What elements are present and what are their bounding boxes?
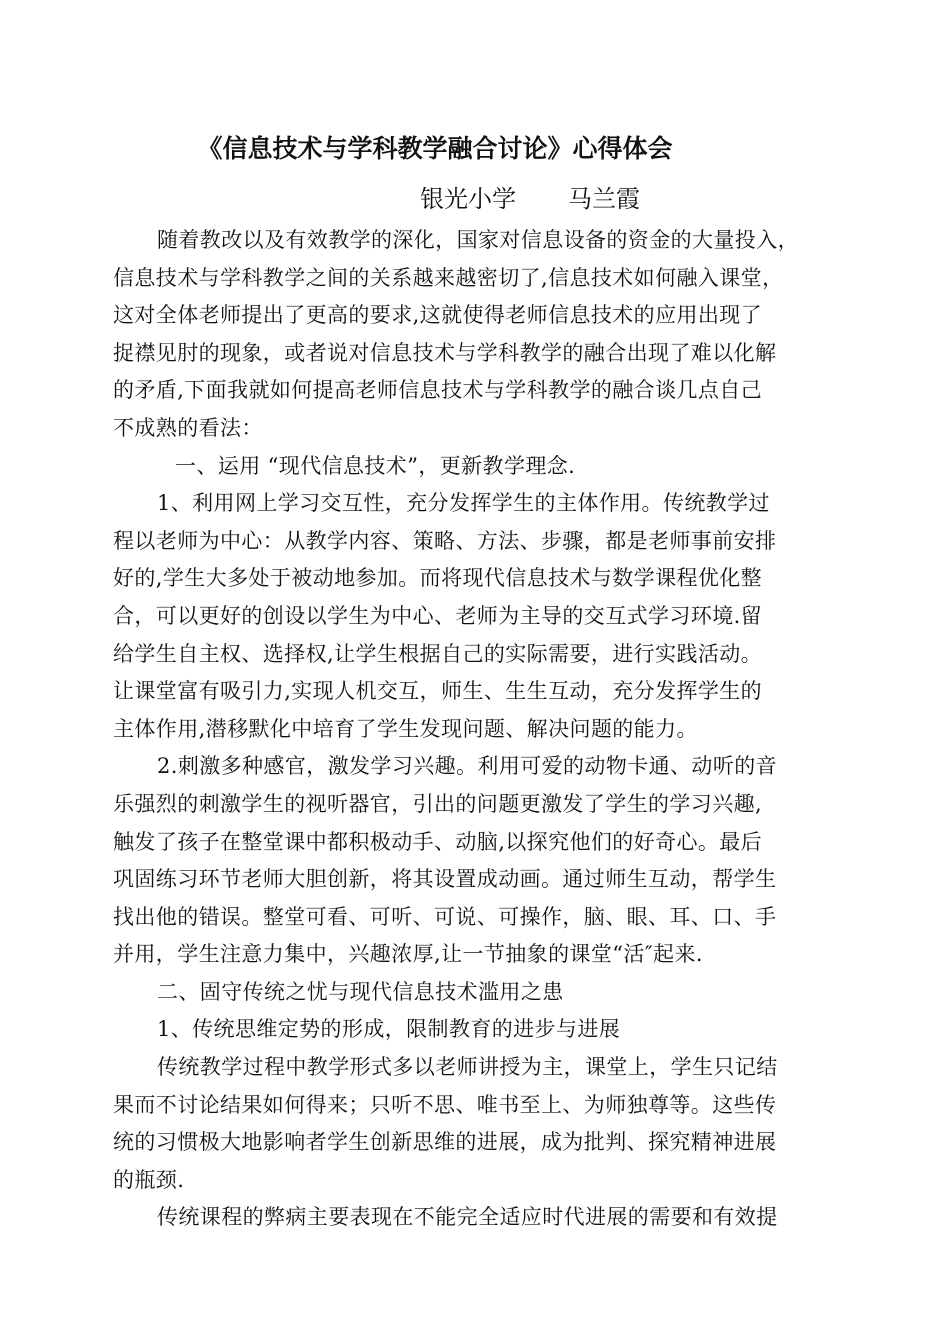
text-line: 信息技术与学科教学之间的关系越来越密切了,信息技术如何融入课堂，: [113, 265, 784, 290]
text-line: 给学生自主权、选择权,让学生根据自己的实际需要，进行实践活动。: [113, 641, 763, 666]
text-line: 让课堂富有吸引力,实现人机交互，师生、生生互动，充分发挥学生的: [113, 679, 763, 704]
document-title: 《信息技术与学科教学融合讨论》心得体会: [197, 134, 673, 163]
body-text: [113, 222, 813, 1237]
text-line: 捉襟见肘的现象，或者说对信息技术与学科教学的融合出现了难以化解: [113, 340, 777, 365]
text-line: 找出他的错误。整堂可看、可听、可说、可操作，脑、眼、耳、口、手: [113, 904, 777, 929]
text-line: 2.刺激多种感官，激发学习兴趣。利用可爱的动物卡通、动听的音: [157, 754, 778, 779]
text-line: 这对全体老师提出了更高的要求,这就使得老师信息技术的应用出现了: [113, 303, 763, 328]
text-line: 主体作用,潜移默化中培育了学生发现问题、解决问题的能力。: [113, 716, 698, 741]
text-line: 触发了孩子在整堂课中都积极动手、动脑,以探究他们的好奇心。最后: [113, 829, 763, 854]
author-school: 银光小学: [420, 185, 516, 213]
text-line: 好的,学生大多处于被动地参加。而将现代信息技术与数学课程优化整: [113, 566, 763, 591]
author-name: 马兰霞: [568, 185, 640, 213]
text-line: 果而不讨论结果如何得来；只听不思、唯书至上、为师独尊等。这些传: [113, 1092, 777, 1117]
text-line: 巩固练习环节老师大胆创新，将其设置成动画。通过师生互动，帮学生: [113, 867, 777, 892]
text-line: 乐强烈的刺激学生的视听器官，引出的问题更激发了学生的学习兴趣,: [113, 791, 763, 816]
text-line: 二、固守传统之忧与现代信息技术滥用之患: [157, 979, 564, 1004]
text-line: 并用，学生注意力集中，兴趣浓厚,让一节抽象的课堂“活″起来.: [113, 942, 703, 967]
text-line: 的矛盾,下面我就如何提高老师信息技术与学科教学的融合谈几点自己: [113, 378, 763, 403]
text-line: 1、传统思维定势的形成，限制教育的进步与进展: [157, 1017, 621, 1042]
text-line: 不成熟的看法：: [113, 415, 263, 440]
text-line: 1、利用网上学习交互性，充分发挥学生的主体作用。传统教学过: [157, 491, 770, 516]
author-line: [420, 182, 640, 216]
text-line: 随着教改以及有效教学的深化，国家对信息设备的资金的大量投入，: [157, 228, 799, 252]
text-line: 统的习惯极大地影响者学生创新思维的进展，成为批判、探究精神进展: [113, 1130, 777, 1155]
text-line: 合，可以更好的创设以学生为中心、老师为主导的交互式学习环境.留: [113, 603, 763, 628]
text-line: 一、运用 “现代信息技术”，更新教学理念.: [175, 453, 576, 478]
text-line: 的瓶颈.: [113, 1167, 185, 1192]
text-line: 程以老师为中心：从教学内容、策略、方法、步骤，都是老师事前安排: [113, 528, 777, 553]
text-line: 传统课程的弊病主要表现在不能完全适应时代进展的需要和有效提: [157, 1205, 778, 1230]
text-line: 传统教学过程中教学形式多以老师讲授为主，课堂上，学生只记结: [157, 1055, 778, 1080]
